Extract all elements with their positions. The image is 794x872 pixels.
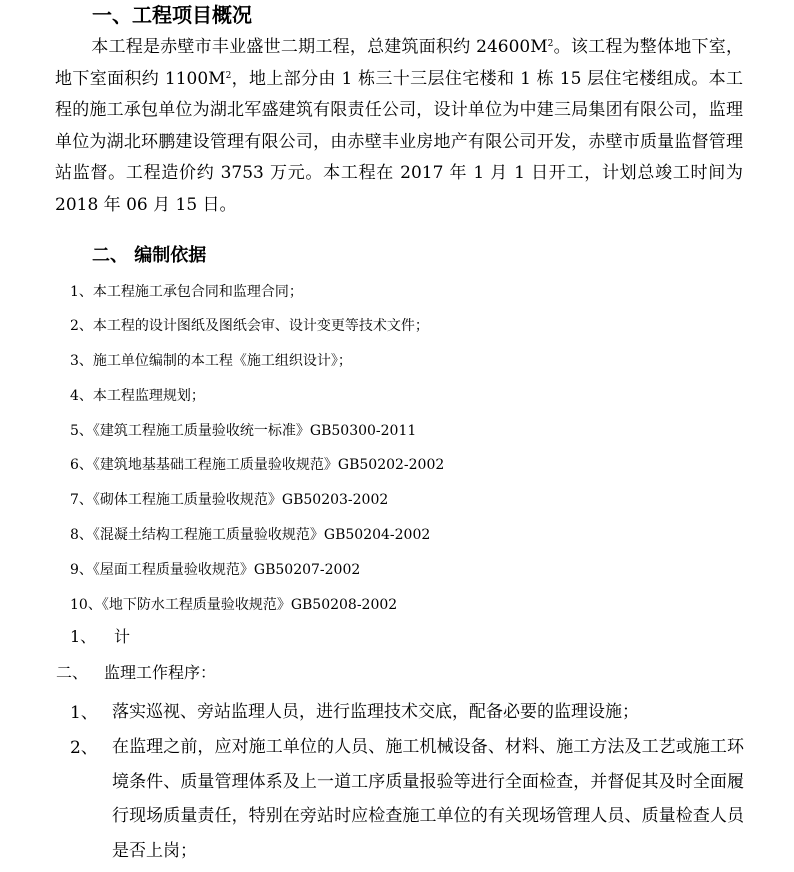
item-ji-text: 计 [114, 627, 131, 646]
project-overview-paragraph [55, 32, 743, 221]
overview-text-part1: 本工程是赤壁市丰业盛世二期工程，总建筑面积约 24600M [91, 37, 548, 57]
basis-item-10: 10、《地下防水工程质量验收规范》GB50208-2002 [70, 597, 398, 613]
superscript-2-a: 2 [547, 39, 554, 49]
section3-heading: 监理工作程序： [104, 663, 217, 682]
basis-item-8: 8、《混凝土结构工程施工质量验收规范》GB50204-2002 [70, 527, 431, 543]
overview-text-part3: ，地上部分由 1 栋三十三层住宅楼和 1 栋 15 层住宅楼组成。本工程的施工承包单位为湖北军盛建筑有限责任公司，设计单位为中建三局集团有限公司，监理单位为湖北环鹏建设管理有限公司，由赤壁丰业房地产有限公司开发，赤壁市质量监督管理站监督。工程造价约 3753 万元。本工程在 2017 年 1 月 1 日开工，计划总竣工时间为 2018 年 06 月 15 日。 [55, 68, 743, 215]
basis-item-2: 2、本工程的设计图纸及图纸会审、设计变更等技术文件； [70, 318, 429, 334]
basis-item-3: 3、施工单位编制的本工程《施工组织设计》； [70, 353, 352, 369]
section3-number: 二、 [56, 663, 89, 682]
procedure-item-2-number: 2、 [70, 738, 98, 758]
procedure-item-1-text: 落实巡视、旁站监理人员，进行监理技术交底，配备必要的监理设施； [112, 702, 639, 722]
basis-item-7: 7、《砌体工程施工质量验收规范》GB50203-2002 [70, 492, 389, 508]
item-ji-number: 1、 [70, 627, 97, 646]
section2-heading: 二、 编制依据 [92, 245, 207, 266]
basis-item-1: 1、本工程施工承包合同和监理合同； [70, 284, 303, 300]
section1-heading: 一、工程项目概况 [92, 3, 252, 27]
basis-item-6: 6、《建筑地基基础工程施工质量验收规范》GB50202-2002 [70, 457, 445, 473]
procedure-item-2-text: 在监理之前，应对施工单位的人员、施工机械设备、材料、施工方法及工艺或施工环境条件、质量管理体系及上一道工序质量报验等进行全面检查，并督促其及时全面履行现场质量责任，特别在旁站时应检查施工单位的有关现场管理人员、质量检查人员是否上岗； [112, 737, 744, 861]
procedure-item-1-number: 1、 [70, 703, 98, 723]
overview-text-part2: 。该工程为整体地下室，地下室面积约 1100M [55, 37, 744, 89]
basis-item-9: 9、《屋面工程质量验收规范》GB50207-2002 [70, 562, 361, 578]
superscript-2-b: 2 [225, 70, 232, 81]
basis-item-4: 4、本工程监理规划； [70, 388, 205, 404]
basis-item-5: 5、《建筑工程施工质量验收统一标准》GB50300-2011 [70, 423, 417, 439]
